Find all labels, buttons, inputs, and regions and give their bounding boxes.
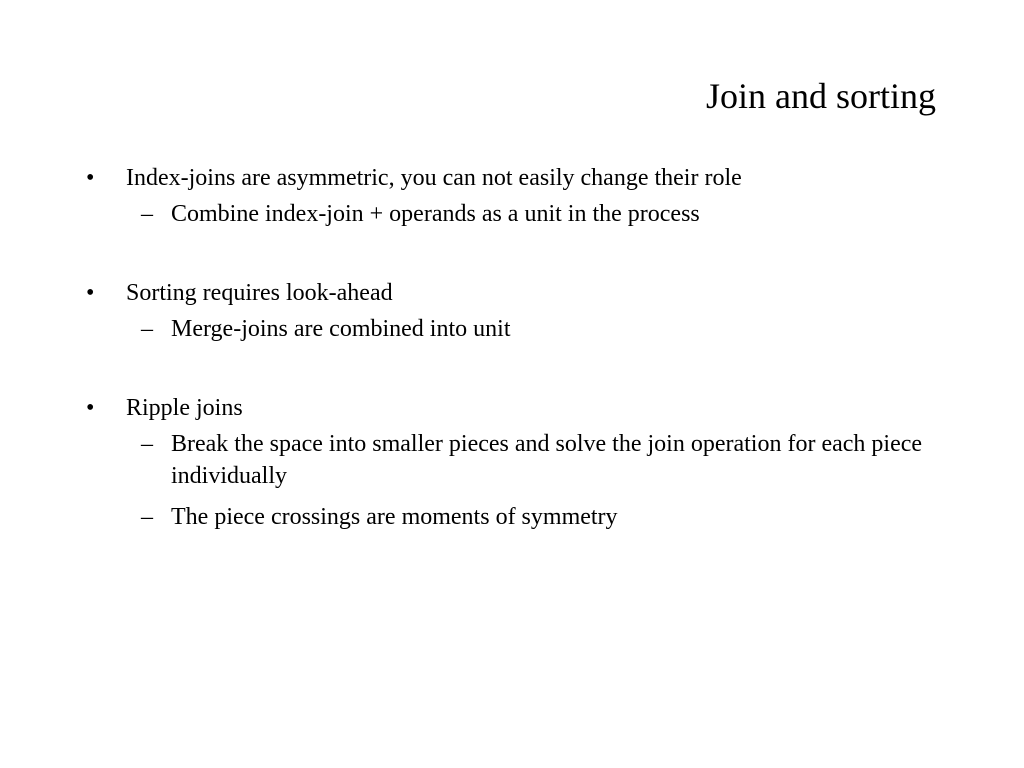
sub-bullet-item — [86, 313, 946, 345]
sub-bullet-text: Break the space into smaller pieces and solve the join operation for each piece individually — [171, 431, 923, 489]
bullet-text: Index-joins are asymmetric, you can not easily change their role — [126, 165, 742, 191]
bullet-text: Ripple joins — [126, 395, 243, 421]
sub-bullet-marker: – — [141, 431, 153, 457]
bullet-group-3 — [86, 390, 946, 533]
sub-bullet-text: The piece crossings are moments of symmetry — [171, 504, 618, 530]
slide-body — [86, 160, 946, 533]
bullet-item — [86, 275, 946, 311]
slide-title: Join and sorting — [706, 76, 936, 116]
sub-bullet-item — [86, 428, 946, 492]
sub-bullet-text: Merge-joins are combined into unit — [171, 316, 511, 342]
sub-bullet-item — [86, 501, 946, 533]
bullet-group-2 — [86, 275, 946, 345]
bullet-item — [86, 390, 946, 426]
sub-bullet-marker: – — [141, 504, 153, 530]
bullet-group-1 — [86, 160, 946, 230]
bullet-marker: • — [86, 280, 95, 306]
bullet-item — [86, 160, 946, 196]
sub-bullet-text: Combine index-join + operands as a unit in the process — [171, 201, 700, 227]
sub-bullet-item — [86, 198, 946, 230]
bullet-marker: • — [86, 165, 95, 191]
sub-bullet-marker: – — [141, 316, 153, 342]
sub-bullet-marker: – — [141, 201, 153, 227]
bullet-marker: • — [86, 395, 95, 421]
bullet-text: Sorting requires look-ahead — [126, 280, 393, 306]
